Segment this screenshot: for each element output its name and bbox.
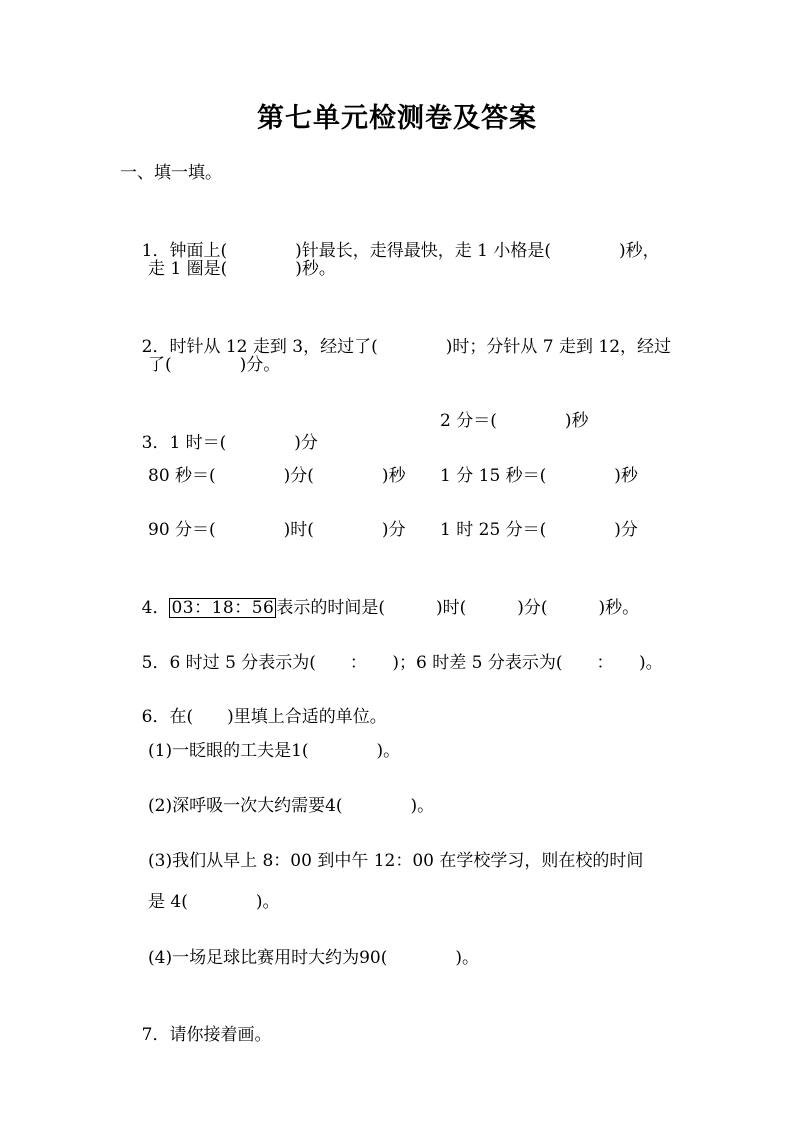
question-number: 1．	[141, 241, 170, 261]
question-number: 4．	[141, 598, 170, 618]
question-number: 2．	[141, 337, 170, 357]
page-title: 第七单元检测卷及答案	[257, 103, 537, 134]
conversion-item: 1 时＝( )分	[169, 433, 318, 453]
sub-item-cont: 是 4( )。	[148, 892, 280, 912]
question-7	[120, 1002, 271, 1068]
conversion-item: 2 分＝( )秒	[440, 411, 589, 431]
conversion-item: 1 时 25 分＝( )分	[440, 520, 638, 540]
section-heading: 一、填一填。	[120, 163, 222, 183]
question-text: 表示的时间是( )时( )分( )秒。	[276, 598, 640, 618]
digital-clock-display: 03：18：56	[171, 598, 275, 618]
sub-item: (1)一眨眼的工夫是1( )。	[148, 741, 401, 761]
sub-item: (3)我们从早上 8：00 到中午 12：00 在学校学习，则在校的时间	[148, 851, 644, 871]
question-text: 请你接着画。	[169, 1025, 272, 1045]
question-text: 在( )里填上合适的单位。	[169, 707, 387, 727]
question-1-cont: 走 1 圈是( )秒。	[148, 259, 336, 279]
question-number: 7．	[141, 1025, 170, 1045]
question-text: 钟面上( )针最长，走得最快，走 1 小格是( )秒，	[169, 241, 660, 261]
question-number: 6．	[141, 707, 170, 727]
question-text: 时针从 12 走到 3，经过了( )时；分针从 7 走到 12，经过	[169, 337, 672, 357]
conversion-item: 1 分 15 秒＝( )秒	[440, 466, 638, 486]
sub-item: (4)一场足球比赛用时大约为90( )。	[148, 948, 479, 968]
conversion-item: 90 分＝( )时( )分	[148, 520, 406, 540]
conversion-item: 80 秒＝( )分( )秒	[148, 466, 406, 486]
sub-item: (2)深呼吸一次大约需要4( )。	[148, 796, 435, 816]
question-number: 5．	[141, 653, 170, 673]
question-2-cont: 了( )分。	[148, 355, 281, 375]
question-number: 3．	[141, 433, 170, 453]
question-text: 6 时过 5 分表示为( ： )；6 时差 5 分表示为( ： )。	[169, 653, 663, 673]
